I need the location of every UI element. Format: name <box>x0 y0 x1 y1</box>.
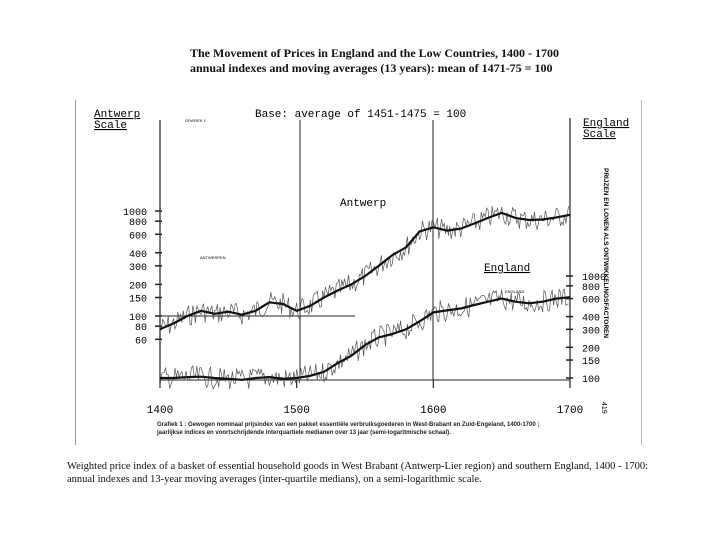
x-tick-label: 1500 <box>283 405 310 417</box>
right-tick-label: 200 <box>582 344 601 356</box>
english-caption-line2: annual indexes and 13-year moving averages (inter-quartile medians), on a semi-logarithmic scale. <box>67 474 482 485</box>
side-label: PRIJZEN EN LONEN ALS ONTWIKKELINGSFACTOREN <box>602 168 609 339</box>
right-tick-label: 800 <box>582 282 601 294</box>
left-tick-label: 1000 <box>122 208 147 219</box>
left-tick-label: 300 <box>128 262 147 274</box>
left-tick-label: 800 <box>128 218 147 230</box>
left-tick-label: 600 <box>128 231 147 243</box>
series-layer <box>160 213 570 380</box>
series-line-england <box>160 297 570 380</box>
annual-index-layer <box>160 206 569 389</box>
left-axis-title-1: Antwerp <box>94 109 141 121</box>
left-tick-label: 60 <box>134 336 147 348</box>
x-tick-label: 1600 <box>420 405 447 417</box>
x-tick-label: 1700 <box>556 405 584 417</box>
chart-title-line1: The Movement of Prices in England and the Low Countries, 1400 - 1700 <box>190 46 559 60</box>
right-ticks-layer <box>566 273 606 386</box>
right-tick-label: 150 <box>582 357 601 369</box>
english-caption <box>67 460 657 486</box>
base-title: Base: average of 1451-1475 = 100 <box>255 109 467 121</box>
left-tick-label: 80 <box>134 323 147 335</box>
dutch-caption-line2: jaarlijkse indices en voortschrijdende interquartiele medianen over 13 jaar (semi-logaritmische schaal). <box>157 430 451 436</box>
right-tick-label: 100 <box>582 375 601 386</box>
right-tick-label: 600 <box>582 295 601 307</box>
right-axis-title-1: England <box>583 118 630 130</box>
right-axis-title-2: Scale <box>583 129 617 141</box>
english-caption-line1: Weighted price index of a basket of essential household goods in West Brabant (Antwerp-Lier region) and southern England, 1400 - 1700: <box>67 461 649 472</box>
right-tick-label: 1000 <box>582 273 607 284</box>
left-tick-label: 100 <box>128 313 147 324</box>
left-axis-title-2: Scale <box>94 120 128 132</box>
page-number: 419 <box>600 402 607 414</box>
left-tick-label: 150 <box>128 294 147 306</box>
series-label-england: England <box>484 263 531 275</box>
dutch-caption-line1: Grafiek 1 : Gewogen nominaal prijsindex van een pakket essentiële verbruiksgoederen in West-Brabant en Zuid-Engeland, 1400-1700 ; <box>157 422 540 428</box>
right-tick-label: 400 <box>582 313 601 325</box>
right-tick-label: 300 <box>582 326 601 338</box>
series-label-england-small: ENGLAND <box>505 289 525 294</box>
chart-title-line2: annual indexes and moving averages (13 years): mean of 1471-75 = 100 <box>190 61 553 75</box>
left-tick-label: 200 <box>128 281 147 293</box>
series-label-antwerp: Antwerp <box>340 198 387 210</box>
dutch-caption <box>157 421 617 437</box>
annual-index-line-england <box>160 289 569 389</box>
left-ticks-layer <box>123 208 162 347</box>
x-tick-label: 1400 <box>146 405 174 417</box>
left-tick-label: 400 <box>128 249 147 261</box>
tiny-label-top-left: GRAFIEK 1 <box>185 118 206 123</box>
series-label-antwerp-small: ANTWERPEN <box>200 255 226 260</box>
